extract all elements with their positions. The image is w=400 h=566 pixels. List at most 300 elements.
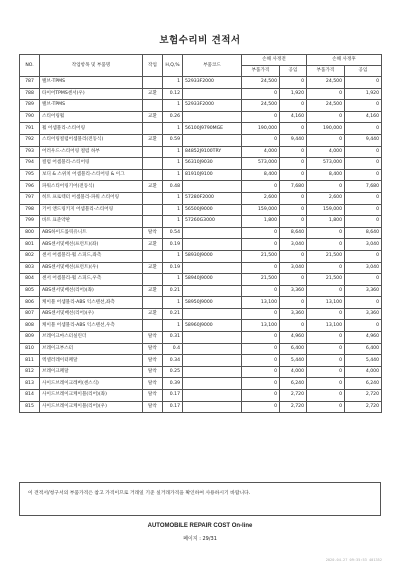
cell-l1: 6,240 xyxy=(280,378,307,390)
cell-code: 56310J9030 xyxy=(183,158,242,170)
cell-work: 탈착 xyxy=(143,401,163,413)
cell-hq: 1 xyxy=(163,77,183,89)
cell-p2: 0 xyxy=(307,285,345,297)
cell-l1: 4,960 xyxy=(280,332,307,344)
cell-hq: 1 xyxy=(163,146,183,158)
cell-l2: 7,680 xyxy=(345,181,382,193)
cell-hq: 0.4 xyxy=(163,343,183,355)
cell-p2: 13,100 xyxy=(307,297,345,309)
cell-p2: 0 xyxy=(307,239,345,251)
cell-l2: 0 xyxy=(345,100,382,112)
cell-l1: 0 xyxy=(280,146,307,158)
cell-p2: 4,000 xyxy=(307,146,345,158)
cell-item: 스티어링휠 xyxy=(40,111,143,123)
cell-p1: 4,000 xyxy=(242,146,280,158)
cell-l1: 2,720 xyxy=(280,390,307,402)
cell-work: 탈착 xyxy=(143,378,163,390)
header-code: 부품코드 xyxy=(183,55,242,77)
cell-item: 컬럼 어셈블리-스티어링 xyxy=(40,158,143,170)
cell-item: 브레이크마스터실린더 xyxy=(40,332,143,344)
cell-p2: 24,500 xyxy=(307,77,345,89)
table-row xyxy=(20,285,382,297)
cell-hq: 0.48 xyxy=(163,181,183,193)
cell-l1: 9,440 xyxy=(280,134,307,146)
cell-hq: 0.34 xyxy=(163,355,183,367)
cell-p1: 159,000 xyxy=(242,204,280,216)
cell-no: 796 xyxy=(20,181,40,193)
cell-code xyxy=(183,227,242,239)
cell-work: 탈착 xyxy=(143,343,163,355)
cell-code xyxy=(183,88,242,100)
table-row xyxy=(20,239,382,251)
cell-code: 84852J9100TRY xyxy=(183,146,242,158)
cell-work: 교환 xyxy=(143,134,163,146)
cell-p2: 0 xyxy=(307,88,345,100)
table-row xyxy=(20,204,382,216)
cell-l2: 0 xyxy=(345,146,382,158)
estimate-table xyxy=(19,54,382,413)
cell-code xyxy=(183,308,242,320)
cell-l2: 0 xyxy=(345,320,382,332)
cell-item: 어러우드-스티어링 컬럼 하부 xyxy=(40,146,143,158)
cell-hq: 0.59 xyxy=(163,134,183,146)
cell-no: 798 xyxy=(20,204,40,216)
cell-no: 811 xyxy=(20,355,40,367)
table-row xyxy=(20,332,382,344)
table-row xyxy=(20,123,382,135)
cell-item: 사이드브레이크레버(센스식) xyxy=(40,378,143,390)
cell-work xyxy=(143,250,163,262)
cell-hq: 1 xyxy=(163,169,183,181)
cell-l2: 0 xyxy=(345,297,382,309)
cell-work: 탈착 xyxy=(143,227,163,239)
cell-code: 58960J9000 xyxy=(183,320,242,332)
cell-l1: 3,360 xyxy=(280,308,307,320)
footer-title: AUTOMOBILE REPAIR COST On-line xyxy=(147,523,253,529)
cell-p2: 0 xyxy=(307,262,345,274)
cell-code xyxy=(183,111,242,123)
cell-p2: 0 xyxy=(307,111,345,123)
cell-work xyxy=(143,274,163,286)
cell-l1: 0 xyxy=(280,204,307,216)
cell-l1: 0 xyxy=(280,192,307,204)
cell-code: 56500J9000 xyxy=(183,204,242,216)
table-row xyxy=(20,355,382,367)
cell-p1: 573,000 xyxy=(242,158,280,170)
cell-code xyxy=(183,343,242,355)
cell-hq: 0.17 xyxy=(163,390,183,402)
cell-p1: 0 xyxy=(242,378,280,390)
cell-hq: 1 xyxy=(163,297,183,309)
cell-l2: 0 xyxy=(345,192,382,204)
cell-hq: 1 xyxy=(163,204,183,216)
cell-l1: 0 xyxy=(280,158,307,170)
cell-l1: 0 xyxy=(280,100,307,112)
header-hq: H,Q,% xyxy=(163,55,183,77)
cell-code xyxy=(183,366,242,378)
table-row xyxy=(20,378,382,390)
cell-p1: 21,500 xyxy=(242,274,280,286)
cell-l1: 4,000 xyxy=(280,366,307,378)
cell-no: 814 xyxy=(20,390,40,402)
cell-no: 807 xyxy=(20,308,40,320)
cell-l1: 8,640 xyxy=(280,227,307,239)
cell-l1: 0 xyxy=(280,274,307,286)
cell-p1: 0 xyxy=(242,227,280,239)
cell-item: 기어 앤드링키지 어셈블리-스티어링 xyxy=(40,204,143,216)
cell-no: 815 xyxy=(20,401,40,413)
cell-p1: 0 xyxy=(242,390,280,402)
cell-item: ABS센서및배선(리어)(우) xyxy=(40,308,143,320)
header-no: NO. xyxy=(20,55,40,77)
table-row xyxy=(20,320,382,332)
cell-l1: 7,680 xyxy=(280,181,307,193)
cell-no: 787 xyxy=(20,77,40,89)
cell-code: 81910J9100 xyxy=(183,169,242,181)
table-row xyxy=(20,169,382,181)
cell-item: 바트 표준약판 xyxy=(40,216,143,228)
cell-p1: 0 xyxy=(242,332,280,344)
cell-no: 790 xyxy=(20,111,40,123)
cell-l1: 0 xyxy=(280,123,307,135)
cell-l1: 0 xyxy=(280,297,307,309)
cell-p2: 0 xyxy=(307,343,345,355)
header-labor-before: 공임 xyxy=(280,66,307,77)
cell-p2: 0 xyxy=(307,181,345,193)
cell-p1: 0 xyxy=(242,262,280,274)
cell-p2: 190,000 xyxy=(307,123,345,135)
cell-code xyxy=(183,262,242,274)
cell-p2: 24,500 xyxy=(307,100,345,112)
cell-l1: 0 xyxy=(280,77,307,89)
cell-hq: 0.25 xyxy=(163,366,183,378)
cell-work xyxy=(143,216,163,228)
cell-code xyxy=(183,134,242,146)
cell-work: 탈착 xyxy=(143,355,163,367)
cell-p2: 0 xyxy=(307,332,345,344)
cell-l1: 4,160 xyxy=(280,111,307,123)
cell-hq: 0.21 xyxy=(163,285,183,297)
cell-hq: 0.12 xyxy=(163,88,183,100)
cell-p1: 0 xyxy=(242,355,280,367)
cell-no: 803 xyxy=(20,262,40,274)
table-row xyxy=(20,88,382,100)
cell-l2: 3,040 xyxy=(345,239,382,251)
table-row xyxy=(20,77,382,89)
cell-item: 엑셀러레이터페달 xyxy=(40,355,143,367)
cell-no: 805 xyxy=(20,285,40,297)
cell-hq: 1 xyxy=(163,123,183,135)
cell-l2: 0 xyxy=(345,204,382,216)
cell-no: 804 xyxy=(20,274,40,286)
cell-item: ABS센서및배선(프런트)(우) xyxy=(40,262,143,274)
cell-item: 히트 프로텍터 어셈블리-파워 스티어링 xyxy=(40,192,143,204)
cell-l1: 2,720 xyxy=(280,401,307,413)
cell-code: 58940J9000 xyxy=(183,274,242,286)
cell-no: 802 xyxy=(20,250,40,262)
cell-no: 789 xyxy=(20,100,40,112)
page-number: 페이지 : 29/31 xyxy=(183,536,217,542)
cell-p2: 1,800 xyxy=(307,216,345,228)
cell-item: 밸브-TPMS xyxy=(40,77,143,89)
cell-p1: 13,100 xyxy=(242,297,280,309)
cell-item: ABS하이드롤릭유니트 xyxy=(40,227,143,239)
table-row xyxy=(20,297,382,309)
cell-work xyxy=(143,158,163,170)
cell-code xyxy=(183,378,242,390)
table-row xyxy=(20,146,382,158)
cell-p1: 0 xyxy=(242,366,280,378)
cell-hq: 1 xyxy=(163,274,183,286)
cell-no: 806 xyxy=(20,297,40,309)
cell-p2: 21,500 xyxy=(307,274,345,286)
cell-p2: 2,600 xyxy=(307,192,345,204)
page-title: 보험수리비 견적서 xyxy=(159,35,241,46)
cell-l2: 0 xyxy=(345,250,382,262)
cell-l2: 0 xyxy=(345,123,382,135)
cell-p1: 0 xyxy=(242,239,280,251)
cell-work xyxy=(143,123,163,135)
cell-no: 799 xyxy=(20,216,40,228)
cell-item: 브레이크페달 xyxy=(40,366,143,378)
cell-p2: 573,000 xyxy=(307,158,345,170)
cell-no: 809 xyxy=(20,332,40,344)
header-item: 작업항목 및 부품명 xyxy=(40,55,143,77)
cell-item: 보디 & 스위치 어셈블리-스티어링 & 이그 xyxy=(40,169,143,181)
cell-code: 57260G3000 xyxy=(183,216,242,228)
cell-hq: 0.19 xyxy=(163,262,183,274)
table-row xyxy=(20,216,382,228)
cell-p1: 8,400 xyxy=(242,169,280,181)
cell-hq: 1 xyxy=(163,250,183,262)
table-row xyxy=(20,366,382,378)
cell-code xyxy=(183,355,242,367)
cell-l2: 6,240 xyxy=(345,378,382,390)
cell-work xyxy=(143,100,163,112)
table-row xyxy=(20,181,382,193)
cell-p1: 0 xyxy=(242,181,280,193)
cell-l2: 5,440 xyxy=(345,355,382,367)
cell-no: 813 xyxy=(20,378,40,390)
cell-p2: 0 xyxy=(307,355,345,367)
cell-l2: 2,720 xyxy=(345,401,382,413)
cell-hq: 0.17 xyxy=(163,401,183,413)
cell-l2: 8,640 xyxy=(345,227,382,239)
cell-p2: 0 xyxy=(307,308,345,320)
cell-hq: 1 xyxy=(163,100,183,112)
cell-hq: 1 xyxy=(163,216,183,228)
cell-code: 58930J9000 xyxy=(183,250,242,262)
table-row xyxy=(20,227,382,239)
cell-l1: 0 xyxy=(280,169,307,181)
cell-work xyxy=(143,297,163,309)
cell-code: 52933F2000 xyxy=(183,100,242,112)
cell-hq: 0.31 xyxy=(163,332,183,344)
cell-p2: 0 xyxy=(307,366,345,378)
cell-p1: 0 xyxy=(242,285,280,297)
header-part-price-before: 부품가격 xyxy=(242,66,280,77)
cell-item: 센서 어셈블리-휠 스피드,좌측 xyxy=(40,250,143,262)
cell-work: 탈착 xyxy=(143,390,163,402)
cell-no: 808 xyxy=(20,320,40,332)
cell-p2: 8,400 xyxy=(307,169,345,181)
table-row xyxy=(20,250,382,262)
cell-no: 795 xyxy=(20,169,40,181)
cell-code: 56100J9790MGE xyxy=(183,123,242,135)
cell-hq: 1 xyxy=(163,320,183,332)
cell-work: 교환 xyxy=(143,88,163,100)
cell-l2: 0 xyxy=(345,169,382,181)
cell-p1: 0 xyxy=(242,401,280,413)
cell-l1: 5,440 xyxy=(280,355,307,367)
cell-work: 교환 xyxy=(143,181,163,193)
cell-l2: 4,160 xyxy=(345,111,382,123)
cell-no: 792 xyxy=(20,134,40,146)
cell-no: 793 xyxy=(20,146,40,158)
cell-work xyxy=(143,169,163,181)
cell-l2: 3,360 xyxy=(345,308,382,320)
table-row xyxy=(20,308,382,320)
cell-no: 812 xyxy=(20,366,40,378)
cell-p2: 0 xyxy=(307,390,345,402)
cell-p2: 159,000 xyxy=(307,204,345,216)
cell-p1: 13,100 xyxy=(242,320,280,332)
cell-code xyxy=(183,239,242,251)
cell-l2: 0 xyxy=(345,77,382,89)
cell-p1: 24,500 xyxy=(242,77,280,89)
cell-l2: 2,720 xyxy=(345,390,382,402)
disclaimer-note: 이 견적서/청구서의 부품가격은 참고 가격이므로 거래일 기준 실거래가격을 확인하여 사용하시기 바랍니다. xyxy=(19,482,381,516)
cell-work: 교환 xyxy=(143,262,163,274)
cell-l2: 4,000 xyxy=(345,366,382,378)
cell-code xyxy=(183,332,242,344)
cell-l1: 3,040 xyxy=(280,239,307,251)
cell-item: ABS센서및배선(리어)(좌) xyxy=(40,285,143,297)
table-row xyxy=(20,401,382,413)
table-row xyxy=(20,274,382,286)
header-work: 작업 xyxy=(143,55,163,77)
cell-work: 교환 xyxy=(143,308,163,320)
cell-code xyxy=(183,390,242,402)
cell-item: 타이어TPMS센서(우) xyxy=(40,88,143,100)
print-timestamp: 2020-04-27 09:35:53 401352 xyxy=(325,558,382,562)
cell-code xyxy=(183,285,242,297)
cell-p2: 0 xyxy=(307,227,345,239)
cell-code: 52933F2000 xyxy=(183,77,242,89)
cell-item: 파워스티어링기어(전동식) xyxy=(40,181,143,193)
cell-work: 탈착 xyxy=(143,366,163,378)
cell-item: 밸브-TPMS xyxy=(40,100,143,112)
cell-l1: 3,040 xyxy=(280,262,307,274)
table-row xyxy=(20,192,382,204)
cell-hq: 0.19 xyxy=(163,239,183,251)
cell-l2: 3,360 xyxy=(345,285,382,297)
cell-hq: 1 xyxy=(163,158,183,170)
cell-l1: 0 xyxy=(280,250,307,262)
cell-item: 휠 어셈블리-스티어링 xyxy=(40,123,143,135)
cell-p1: 1,800 xyxy=(242,216,280,228)
cell-hq: 0.26 xyxy=(163,111,183,123)
cell-l2: 0 xyxy=(345,158,382,170)
cell-no: 788 xyxy=(20,88,40,100)
cell-code: 57280F2000 xyxy=(183,192,242,204)
cell-p1: 0 xyxy=(242,343,280,355)
cell-l2: 0 xyxy=(345,216,382,228)
cell-l1: 0 xyxy=(280,320,307,332)
cell-p2: 0 xyxy=(307,401,345,413)
cell-work: 교환 xyxy=(143,285,163,297)
table-row xyxy=(20,390,382,402)
cell-code xyxy=(183,181,242,193)
table-row xyxy=(20,111,382,123)
cell-item: 스티어링컬럼어셈블리(전동식) xyxy=(40,134,143,146)
cell-hq: 0.21 xyxy=(163,308,183,320)
cell-hq: 0.54 xyxy=(163,227,183,239)
cell-item: 브레이크부스터 xyxy=(40,343,143,355)
cell-l1: 6,400 xyxy=(280,343,307,355)
cell-item: 케이블 어셈블리-ABS 익스텐션,우측 xyxy=(40,320,143,332)
cell-l2: 3,040 xyxy=(345,262,382,274)
cell-item: 사이드브레이크케이블(리어)(좌) xyxy=(40,390,143,402)
cell-work: 교환 xyxy=(143,111,163,123)
cell-item: 센서 어셈블리-휠 스피드,우측 xyxy=(40,274,143,286)
cell-p2: 0 xyxy=(307,134,345,146)
cell-no: 810 xyxy=(20,343,40,355)
table-row xyxy=(20,343,382,355)
cell-hq: 1 xyxy=(163,192,183,204)
table-row xyxy=(20,134,382,146)
cell-no: 800 xyxy=(20,227,40,239)
table-row xyxy=(20,262,382,274)
cell-l1: 1,920 xyxy=(280,88,307,100)
header-before-group: 손해 사정전 xyxy=(242,55,307,66)
cell-work: 교환 xyxy=(143,239,163,251)
cell-hq: 0.39 xyxy=(163,378,183,390)
header-part-price-after: 부품가격 xyxy=(307,66,345,77)
cell-p1: 190,000 xyxy=(242,123,280,135)
header-after-group: 손해 사정후 xyxy=(307,55,382,66)
table-row xyxy=(20,100,382,112)
cell-l2: 6,400 xyxy=(345,343,382,355)
cell-no: 791 xyxy=(20,123,40,135)
cell-p1: 2,600 xyxy=(242,192,280,204)
cell-no: 794 xyxy=(20,158,40,170)
cell-work xyxy=(143,204,163,216)
cell-l2: 9,440 xyxy=(345,134,382,146)
cell-l2: 0 xyxy=(345,274,382,286)
cell-p1: 0 xyxy=(242,308,280,320)
cell-l1: 0 xyxy=(280,216,307,228)
cell-work xyxy=(143,320,163,332)
cell-l2: 4,960 xyxy=(345,332,382,344)
cell-code: 58950J9000 xyxy=(183,297,242,309)
cell-p1: 21,500 xyxy=(242,250,280,262)
header-labor-after: 공임 xyxy=(345,66,382,77)
cell-item: 사이드브레이크케이블(리어)(우) xyxy=(40,401,143,413)
cell-work xyxy=(143,77,163,89)
cell-item: 케이블 어셈블리-ABS 익스텐션,좌측 xyxy=(40,297,143,309)
cell-no: 797 xyxy=(20,192,40,204)
cell-work xyxy=(143,192,163,204)
cell-p2: 21,500 xyxy=(307,250,345,262)
cell-l1: 3,360 xyxy=(280,285,307,297)
cell-p2: 0 xyxy=(307,378,345,390)
cell-work xyxy=(143,146,163,158)
cell-p2: 13,100 xyxy=(307,320,345,332)
cell-p1: 0 xyxy=(242,111,280,123)
cell-p1: 24,500 xyxy=(242,100,280,112)
cell-p1: 0 xyxy=(242,88,280,100)
